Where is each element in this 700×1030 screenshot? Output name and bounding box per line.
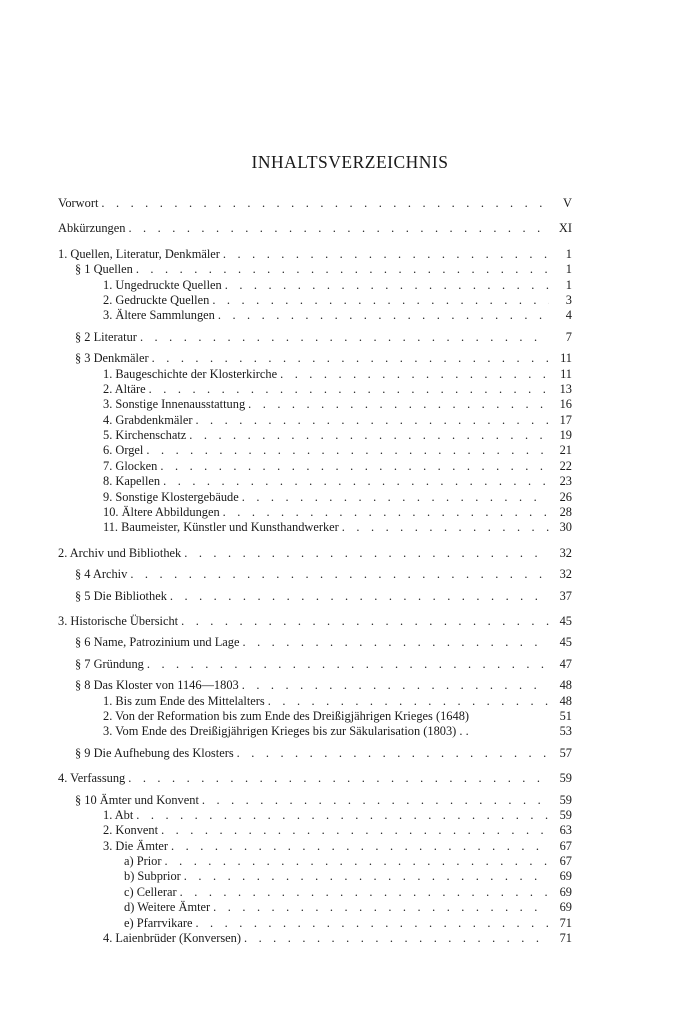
toc-entry [58,694,572,709]
dot-leader [189,428,549,443]
toc-entry-page: 13 [559,381,572,396]
toc-entry [58,589,572,604]
toc-entry [58,443,572,458]
toc-entry [58,505,572,520]
toc-entry-page: V [563,196,572,210]
toc-entry [58,474,572,489]
toc-entry [58,808,572,823]
toc-entry-page: 47 [559,656,572,671]
toc-entry-label: 1. Abt [103,807,134,822]
toc-entry [58,413,572,428]
toc-entry-label: § 5 Die Bibliothek [75,588,167,603]
toc-entry [58,382,572,397]
toc-entry-page: 59 [559,807,572,822]
toc-entry-label: d) Weitere Ämter [124,900,211,915]
toc-entry-page: 28 [559,505,572,520]
toc-entry-label: 6. Orgel [103,443,144,458]
toc-entry-page: 1 [565,246,572,261]
toc-entry-label: § 2 Literatur [75,329,137,344]
toc-entry-page: 71 [559,931,572,946]
toc-entry-label: 2. Altäre [103,381,146,396]
toc-entry-label: § 7 Gründung [75,656,144,671]
toc-entry [58,746,572,761]
toc-entry-label: 2. Gedruckte Quellen [103,292,210,307]
toc-entry [58,793,572,808]
toc-entry-label: 5. Kirchenschatz [103,428,187,443]
toc-entry-label: 3. Die Ämter [103,838,169,853]
dot-leader [147,657,549,672]
dot-leader [195,413,549,428]
toc-entry-page: 63 [559,823,572,838]
toc-entry [58,196,572,211]
dot-leader [242,678,549,693]
toc-entry-page: 69 [559,869,572,884]
dot-leader [152,351,549,366]
toc-entry-page: 16 [559,397,572,412]
dot-leader [268,694,549,709]
dot-leader [195,916,549,931]
toc-entry-page: 37 [559,588,572,603]
toc-entry-label: 3. Sonstige Innenausstattung [103,397,246,412]
section-gap [58,237,572,247]
toc-entry [58,397,572,412]
section-gap [58,536,572,546]
toc-entry-label: 7. Glocken [103,458,158,473]
toc-entry [58,635,572,650]
dot-leader [163,474,549,489]
toc-entry-page: 3 [565,292,572,307]
dot-leader [180,885,549,900]
toc-entry [58,900,572,915]
toc-entry [58,854,572,869]
page-title: INHALTSVERZEICHNIS [251,152,449,172]
dot-leader [128,771,549,786]
dot-leader [184,546,549,561]
toc-entry-page: 23 [559,474,572,489]
toc-entry-label: 3. Historische Übersicht [58,613,179,628]
toc-entry-page: 69 [559,900,572,915]
toc-entry-label: 2. Konvent [103,823,159,838]
toc-entry [58,869,572,884]
toc-entry-page: 22 [559,458,572,473]
toc-entry-label: 10. Ältere Abbildungen [103,505,220,520]
toc-entry-page: 48 [559,693,572,708]
toc-entry-page: XI [558,221,572,236]
toc-entry-label: 4. Laienbrüder (Konversen) [103,931,241,946]
toc-entry-page: 7 [565,329,572,344]
toc-entry-page: 71 [559,915,572,930]
toc-entry-label: 1. Quellen, Literatur, Denkmäler [58,246,220,261]
toc-entry-page: 59 [559,771,572,786]
table-of-contents [58,196,572,946]
toc-entry-page: 57 [559,745,572,760]
toc-entry [58,293,572,308]
toc-entry-page: 48 [559,678,572,693]
toc-entry [58,657,572,672]
toc-entry-label: § 6 Name, Patrozinium und Lage [75,635,240,650]
toc-entry-label: 3. Ältere Sammlungen [103,308,215,323]
dot-leader [248,397,549,412]
toc-entry [58,678,572,693]
dot-leader [213,900,549,915]
toc-entry-label: c) Cellerar [124,884,177,899]
toc-entry-page: 17 [559,412,572,427]
toc-entry-page: 53 [559,724,572,739]
dot-leader [218,308,549,323]
toc-entry [58,330,572,345]
section-gap [58,761,572,771]
dot-leader [202,793,549,808]
toc-entry-page: 45 [559,613,572,628]
toc-entry-label: b) Subprior [124,869,181,884]
toc-entry-page: 30 [559,520,572,535]
toc-entry [58,520,572,535]
toc-entry [58,278,572,293]
dot-leader [184,869,549,884]
toc-entry-label: Vorwort [58,196,99,210]
toc-entry-label: e) Pfarrvikare [124,915,193,930]
toc-entry-label: 1. Baugeschichte der Klosterkirche [103,366,278,381]
dot-leader [242,635,549,650]
toc-entry [58,885,572,900]
toc-entry-page: 67 [559,838,572,853]
toc-entry-page: 19 [559,428,572,443]
dot-leader [223,247,549,262]
toc-entry-page: 51 [559,708,572,723]
toc-entry-label: 4. Grabdenkmäler [103,412,193,427]
toc-entry-page: 45 [559,635,572,650]
toc-entry-label: 1. Ungedruckte Quellen [103,277,222,292]
toc-entry-page: 59 [559,792,572,807]
section-gap [58,211,572,221]
dot-leader [171,839,549,854]
toc-entry-label: 1. Bis zum Ende des Mittelalters [103,693,265,708]
toc-entry-page: 4 [565,308,572,323]
toc-entry [58,428,572,443]
toc-entry-page: 1 [565,277,572,292]
toc-entry [58,614,572,629]
toc-entry-page: 11 [560,366,572,381]
toc-entry-page: 67 [559,854,572,869]
toc-entry-page: 32 [559,567,572,582]
toc-entry-page: 32 [559,545,572,560]
toc-entry-label: 4. Verfassung [58,771,126,786]
toc-entry [58,567,572,582]
toc-entry [58,490,572,505]
dot-leader [161,823,549,838]
toc-entry-label: Abkürzungen [58,221,126,236]
dot-leader [149,382,549,397]
dot-leader [280,367,549,382]
dot-leader [146,443,549,458]
toc-entry [58,916,572,931]
toc-entry-label: a) Prior [124,854,162,869]
dot-leader [244,931,549,946]
toc-entry [58,262,572,277]
toc-entry [58,247,572,262]
dot-leader [342,520,549,535]
toc-entry-page: 11 [560,351,572,366]
toc-entry-label: § 10 Ämter und Konvent [75,792,199,807]
dot-leader [140,330,549,345]
toc-entry [58,308,572,323]
toc-entry [58,221,572,236]
dot-leader [160,459,549,474]
toc-entry-page: 26 [559,489,572,504]
toc-entry-page: 69 [559,884,572,899]
dot-leader [242,490,549,505]
toc-entry [58,546,572,561]
toc-entry-label: 8. Kapellen [103,474,161,489]
toc-entry [58,459,572,474]
toc-entry-label: § 9 Die Aufhebung des Klosters [75,745,234,760]
section-gap [58,604,572,614]
toc-entry-page: 1 [565,262,572,277]
toc-entry-label: § 8 Das Kloster von 1146—1803 [75,678,239,693]
dot-leader [136,808,549,823]
toc-entry-label: 3. Vom Ende des Dreißigjährigen Krieges bis zur Säkularisation (1803) . . [103,724,469,739]
toc-entry [58,931,572,946]
toc-entry-label: 2. Archiv und Bibliothek [58,545,182,560]
dot-leader [223,505,549,520]
dot-leader [225,278,549,293]
toc-entry-label: 2. Von der Reformation bis zum Ende des Dreißigjährigen Krieges (1648) [103,708,470,723]
dot-leader [212,293,549,308]
toc-entry [58,709,572,724]
toc-entry-label: § 4 Archiv [75,567,128,582]
toc-entry [58,839,572,854]
dot-leader [181,614,549,629]
toc-entry [58,771,572,786]
toc-entry [58,823,572,838]
dot-leader [136,262,549,277]
dot-leader [101,196,549,211]
toc-entry [58,351,572,366]
toc-entry-label: 9. Sonstige Klostergebäude [103,489,239,504]
dot-leader [170,589,549,604]
toc-entry-label: § 3 Denkmäler [75,351,149,366]
dot-leader [165,854,549,869]
dot-leader [237,746,549,761]
toc-entry [58,367,572,382]
toc-entry-label: § 1 Quellen [75,262,133,277]
dot-leader [130,567,549,582]
toc-entry-label: 11. Baumeister, Künstler und Kunsthandwerker [103,520,339,535]
toc-entry [58,724,572,739]
toc-entry-page: 21 [559,443,572,458]
dot-leader [128,221,549,236]
